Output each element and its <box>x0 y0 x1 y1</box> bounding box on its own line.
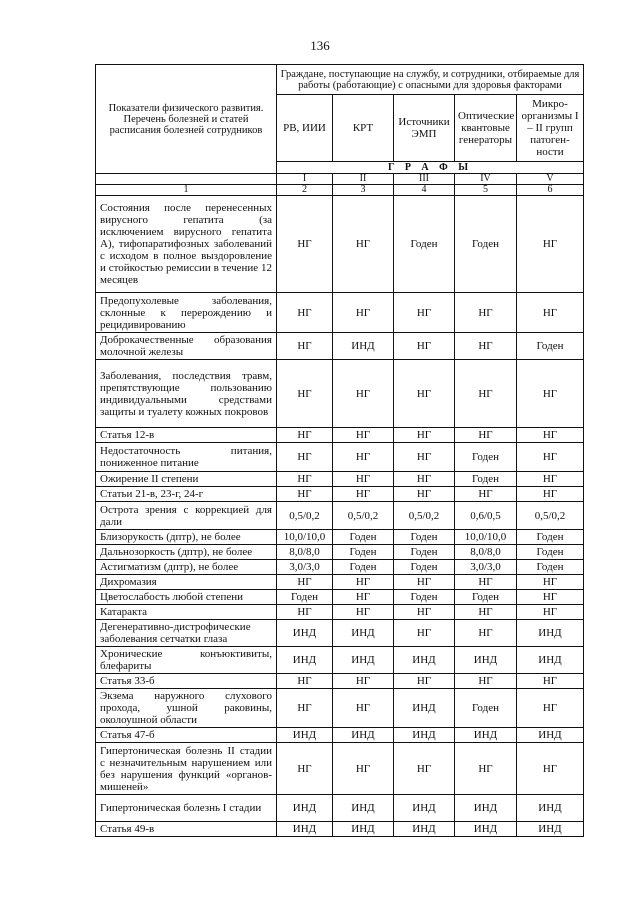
fitness-value: Годен <box>455 590 517 605</box>
fitness-value: ИНД <box>333 822 394 837</box>
fitness-value: ИНД <box>394 822 455 837</box>
fitness-value: ИНД <box>394 728 455 743</box>
fitness-value: НГ <box>394 293 455 333</box>
fitness-value: ИНД <box>394 647 455 674</box>
fitness-value: ИНД <box>455 647 517 674</box>
fitness-value: ИНД <box>394 689 455 728</box>
table-row <box>96 530 584 545</box>
table-row <box>96 428 584 443</box>
fitness-value: НГ <box>517 575 584 590</box>
condition-name: Цветослабость любой степени <box>96 590 277 605</box>
fitness-value: ИНД <box>333 620 394 647</box>
fitness-value: НГ <box>455 743 517 795</box>
fitness-value: 3,0/3,0 <box>277 560 333 575</box>
column-number: 6 <box>517 185 584 196</box>
table-row <box>96 743 584 795</box>
fitness-value: Годен <box>394 530 455 545</box>
column-header-3: Источники ЭМП <box>394 95 455 162</box>
fitness-value: НГ <box>517 360 584 428</box>
fitness-value: НГ <box>333 472 394 487</box>
condition-name: Гипертоническая болезнь II стадии с незначительным нарушением или без нарушения функций «органов-мишеней» <box>96 743 277 795</box>
fitness-value: 0,6/0,5 <box>455 502 517 530</box>
fitness-value: НГ <box>277 333 333 360</box>
fitness-value: ИНД <box>277 620 333 647</box>
roman-number: II <box>333 174 394 185</box>
table-row <box>96 795 584 822</box>
fitness-value: НГ <box>394 333 455 360</box>
fitness-value: Годен <box>517 333 584 360</box>
fitness-value: Годен <box>277 590 333 605</box>
column-header-5: Микро-организмы I – II групп патоген-ности <box>517 95 584 162</box>
fitness-value: НГ <box>333 743 394 795</box>
column-header-2: КРТ <box>333 95 394 162</box>
fitness-value: НГ <box>394 443 455 472</box>
fitness-value: НГ <box>455 605 517 620</box>
condition-name: Гипертоническая болезнь I стадии <box>96 795 277 822</box>
table-row <box>96 822 584 837</box>
fitness-value: 0,5/0,2 <box>333 502 394 530</box>
fitness-table <box>95 64 584 837</box>
fitness-value: 8,0/8,0 <box>277 545 333 560</box>
fitness-value: НГ <box>394 620 455 647</box>
condition-name: Катаракта <box>96 605 277 620</box>
fitness-value: Годен <box>517 560 584 575</box>
table-row <box>96 443 584 472</box>
page-number: 136 <box>310 38 330 53</box>
fitness-value: Годен <box>394 590 455 605</box>
fitness-value: 0,5/0,2 <box>277 502 333 530</box>
fitness-value: ИНД <box>517 822 584 837</box>
condition-name: Астигматизм (дптр), не более <box>96 560 277 575</box>
condition-name: Состояния после перенесенных вирусного гепатита (за исключением вирусного гепатита А), тифопаратифозных заболеваний с исходом в полное выздоровление и стойкостью ремиссии в течение 12 месяцев <box>96 196 277 293</box>
fitness-value: 10,0/10,0 <box>455 530 517 545</box>
condition-name: Экзема наружного слухового прохода, ушной раковины, околоушной области <box>96 689 277 728</box>
fitness-value: НГ <box>333 689 394 728</box>
fitness-value: НГ <box>517 743 584 795</box>
roman-numbers-row <box>96 174 584 185</box>
fitness-value: НГ <box>455 333 517 360</box>
fitness-value: ИНД <box>333 333 394 360</box>
fitness-value: НГ <box>517 472 584 487</box>
fitness-value: ИНД <box>333 795 394 822</box>
fitness-value: 3,0/3,0 <box>455 560 517 575</box>
fitness-value: НГ <box>394 472 455 487</box>
fitness-value: ИНД <box>394 795 455 822</box>
fitness-value: ИНД <box>455 822 517 837</box>
fitness-value: НГ <box>277 293 333 333</box>
fitness-value: ИНД <box>333 728 394 743</box>
fitness-value: 10,0/10,0 <box>277 530 333 545</box>
column-number: 1 <box>96 185 277 196</box>
fitness-value: НГ <box>333 428 394 443</box>
fitness-value: ИНД <box>455 795 517 822</box>
fitness-value: НГ <box>277 360 333 428</box>
fitness-value: ИНД <box>455 728 517 743</box>
fitness-value: НГ <box>333 674 394 689</box>
fitness-value: НГ <box>394 487 455 502</box>
roman-number: III <box>394 174 455 185</box>
fitness-value: Годен <box>455 472 517 487</box>
fitness-value: 0,5/0,2 <box>394 502 455 530</box>
fitness-value: НГ <box>277 575 333 590</box>
table-row <box>96 674 584 689</box>
fitness-value: ИНД <box>517 795 584 822</box>
table-row <box>96 487 584 502</box>
fitness-value: Годен <box>517 545 584 560</box>
fitness-value: НГ <box>455 620 517 647</box>
table-row <box>96 560 584 575</box>
condition-name: Дегенеративно-дистрофические заболевания сетчатки глаза <box>96 620 277 647</box>
fitness-value: ИНД <box>277 822 333 837</box>
fitness-value: НГ <box>333 196 394 293</box>
column-header-4: Оптические квантовые генераторы <box>455 95 517 162</box>
fitness-value: НГ <box>517 689 584 728</box>
fitness-value: НГ <box>277 472 333 487</box>
fitness-value: Годен <box>517 530 584 545</box>
fitness-value: НГ <box>394 674 455 689</box>
fitness-value: ИНД <box>517 647 584 674</box>
condition-name: Предопухолевые заболевания, склонные к перерождению и рецидивированию <box>96 293 277 333</box>
fitness-value: НГ <box>394 360 455 428</box>
roman-number: V <box>517 174 584 185</box>
fitness-value: НГ <box>394 575 455 590</box>
fitness-value: Годен <box>333 530 394 545</box>
fitness-value: ИНД <box>333 647 394 674</box>
condition-name: Дальнозоркость (дптр), не более <box>96 545 277 560</box>
condition-name: Статья 12-в <box>96 428 277 443</box>
fitness-value: НГ <box>455 293 517 333</box>
condition-name: Доброкачественные образования молочной железы <box>96 333 277 360</box>
column-number: 3 <box>333 185 394 196</box>
table-row <box>96 605 584 620</box>
condition-name: Близорукость (дптр), не более <box>96 530 277 545</box>
fitness-value: НГ <box>277 487 333 502</box>
fitness-value: НГ <box>277 689 333 728</box>
fitness-value: НГ <box>277 605 333 620</box>
table-row <box>96 545 584 560</box>
table-row <box>96 575 584 590</box>
fitness-value: НГ <box>394 428 455 443</box>
column-numbers-row <box>96 185 584 196</box>
fitness-value: ИНД <box>517 620 584 647</box>
header-row-top <box>96 65 584 95</box>
table-row <box>96 472 584 487</box>
fitness-value: НГ <box>455 487 517 502</box>
condition-name: Дихромазия <box>96 575 277 590</box>
fitness-value: 8,0/8,0 <box>455 545 517 560</box>
fitness-value: Годен <box>455 196 517 293</box>
fitness-value: НГ <box>394 743 455 795</box>
fitness-value: Годен <box>455 443 517 472</box>
roman-empty-cell <box>96 174 277 185</box>
fitness-value: НГ <box>517 443 584 472</box>
fitness-value: НГ <box>394 605 455 620</box>
fitness-value: Годен <box>394 545 455 560</box>
roman-number: IV <box>455 174 517 185</box>
fitness-value: НГ <box>277 196 333 293</box>
condition-name: Заболевания, последствия травм, препятствующие пользованию индивидуальными средствами защиты и туалету кожных покровов <box>96 360 277 428</box>
fitness-value: НГ <box>455 674 517 689</box>
fitness-value: Годен <box>333 545 394 560</box>
table-row <box>96 333 584 360</box>
fitness-value: НГ <box>517 428 584 443</box>
fitness-value: НГ <box>333 487 394 502</box>
table-row <box>96 293 584 333</box>
table-row <box>96 502 584 530</box>
column-number: 4 <box>394 185 455 196</box>
graphs-label: Г Р А Ф Ы <box>277 162 584 174</box>
fitness-value: ИНД <box>517 728 584 743</box>
column-header-1: РВ, ИИИ <box>277 95 333 162</box>
table-row <box>96 728 584 743</box>
table-row <box>96 647 584 674</box>
fitness-value: НГ <box>333 590 394 605</box>
fitness-value: НГ <box>277 443 333 472</box>
group-header: Граждане, поступающие на службу, и сотрудники, отбираемые для работы (работающие) с опасными для здоровья факторами <box>277 65 584 95</box>
table-row <box>96 590 584 605</box>
condition-name: Статьи 21-в, 23-г, 24-г <box>96 487 277 502</box>
fitness-value: НГ <box>517 590 584 605</box>
fitness-value: НГ <box>517 487 584 502</box>
table-row <box>96 360 584 428</box>
fitness-value: НГ <box>455 428 517 443</box>
fitness-value: НГ <box>517 605 584 620</box>
condition-name: Статья 47-б <box>96 728 277 743</box>
fitness-value: НГ <box>455 575 517 590</box>
column-number: 5 <box>455 185 517 196</box>
table-row <box>96 196 584 293</box>
fitness-value: НГ <box>277 674 333 689</box>
fitness-value: НГ <box>333 575 394 590</box>
fitness-value: НГ <box>277 428 333 443</box>
fitness-value: НГ <box>333 605 394 620</box>
fitness-value: ИНД <box>277 795 333 822</box>
condition-name: Статья 49-в <box>96 822 277 837</box>
roman-number: I <box>277 174 333 185</box>
table-row <box>96 689 584 728</box>
fitness-value: НГ <box>517 674 584 689</box>
fitness-value: НГ <box>333 443 394 472</box>
fitness-value: 0,5/0,2 <box>517 502 584 530</box>
fitness-value: НГ <box>517 196 584 293</box>
fitness-value: НГ <box>517 293 584 333</box>
category-header: Показатели физического развития. Перечень болезней и статей расписания болезней сотрудников <box>96 65 277 174</box>
fitness-value: Годен <box>394 560 455 575</box>
fitness-value: НГ <box>333 360 394 428</box>
fitness-value: Годен <box>394 196 455 293</box>
condition-name: Ожирение II степени <box>96 472 277 487</box>
fitness-value: ИНД <box>277 647 333 674</box>
fitness-value: НГ <box>277 743 333 795</box>
fitness-value: НГ <box>455 360 517 428</box>
condition-name: Хронические конъюктивиты, блефариты <box>96 647 277 674</box>
fitness-value: Годен <box>333 560 394 575</box>
condition-name: Острота зрения с коррекцией для дали <box>96 502 277 530</box>
column-number: 2 <box>277 185 333 196</box>
fitness-value: НГ <box>333 293 394 333</box>
fitness-value: Годен <box>455 689 517 728</box>
condition-name: Статья 33-б <box>96 674 277 689</box>
table-row <box>96 620 584 647</box>
condition-name: Недостаточность питания, пониженное питание <box>96 443 277 472</box>
fitness-value: ИНД <box>277 728 333 743</box>
